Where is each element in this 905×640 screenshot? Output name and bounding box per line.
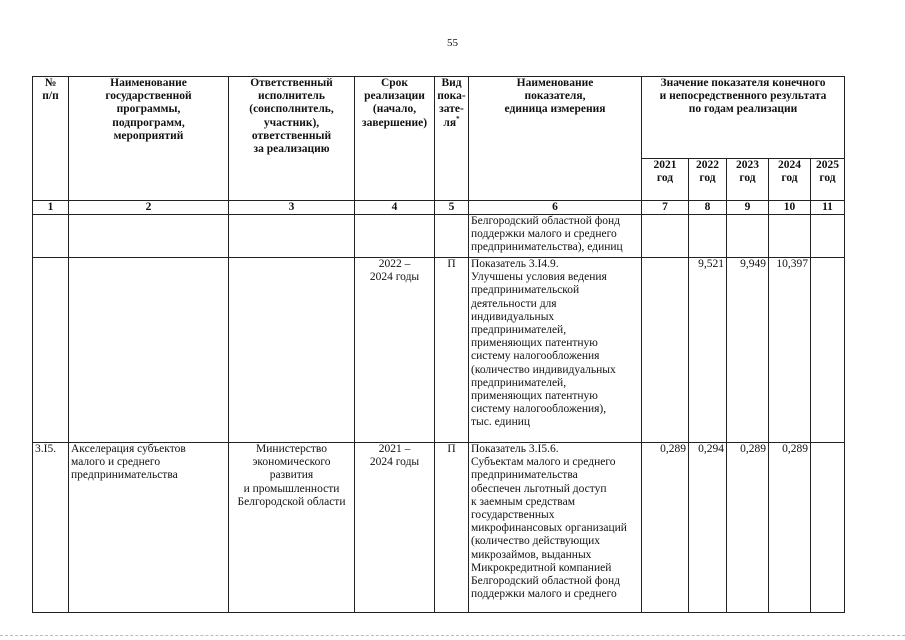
column-number: 6 <box>469 201 642 215</box>
row-term: 2022 – 2024 годы <box>355 258 435 443</box>
row-value-2023: 0,289 <box>727 443 769 613</box>
row-value-2021 <box>642 258 689 443</box>
row-number: 3.I5. <box>33 443 69 613</box>
row-value-2022 <box>689 215 727 258</box>
column-number: 10 <box>769 201 811 215</box>
row-number <box>33 215 69 258</box>
row-indicator: Показатель 3.I4.9. Улучшены условия ведения предпринимательской деятельности для индивидуальных предпринимателей, применяющих патентную систему налогообложения (количество индивидуальных предпринимателей, применяющих патентную систему налогообложения), тыс. единиц <box>469 258 642 443</box>
table-row <box>33 215 845 258</box>
row-name: Акселерация субъектов малого и среднего предпринимательства <box>69 443 229 613</box>
row-name <box>69 258 229 443</box>
row-value-2024: 0,289 <box>769 443 811 613</box>
table-row <box>33 258 845 443</box>
scan-edge-line <box>0 635 905 636</box>
row-term <box>355 215 435 258</box>
column-number: 1 <box>33 201 69 215</box>
row-value-2024 <box>769 215 811 258</box>
row-executor: Министерство экономического развития и промышленности Белгородской области <box>229 443 355 613</box>
row-value-2021 <box>642 215 689 258</box>
row-term: 2021 – 2024 годы <box>355 443 435 613</box>
column-number: 2 <box>69 201 229 215</box>
header-indicator-type: Вид пока- зате- ля* <box>435 77 469 201</box>
header-year-2024: 2024 год <box>769 159 811 201</box>
column-numbers-row <box>33 201 845 215</box>
header-program-name: Наименование государственной программы, подпрограмм, мероприятий <box>69 77 229 201</box>
header-indicator-name: Наименование показателя, единица измерения <box>469 77 642 201</box>
row-type <box>435 215 469 258</box>
header-executor: Ответственный исполнитель (соисполнитель, участник), ответственный за реализацию <box>229 77 355 201</box>
header-values-group: Значение показателя конечного и непосредственного результата по годам реализации <box>642 77 845 159</box>
row-value-2022: 9,521 <box>689 258 727 443</box>
row-value-2025 <box>811 215 845 258</box>
row-value-2025 <box>811 443 845 613</box>
footnote-mark: * <box>456 114 460 123</box>
header-year-2023: 2023 год <box>727 159 769 201</box>
column-number: 7 <box>642 201 689 215</box>
column-number: 5 <box>435 201 469 215</box>
row-type: П <box>435 258 469 443</box>
column-number: 4 <box>355 201 435 215</box>
header-year-2021: 2021 год <box>642 159 689 201</box>
row-value-2025 <box>811 258 845 443</box>
page-number: 55 <box>447 37 458 49</box>
header-year-2022: 2022 год <box>689 159 727 201</box>
header-year-2025: 2025 год <box>811 159 845 201</box>
header-term: Срок реализации (начало, завершение) <box>355 77 435 201</box>
row-indicator: Белгородский областной фонд поддержки малого и среднего предпринимательства), единиц <box>469 215 642 258</box>
row-value-2023: 9,949 <box>727 258 769 443</box>
row-number <box>33 258 69 443</box>
column-number: 11 <box>811 201 845 215</box>
row-type: П <box>435 443 469 613</box>
column-number: 9 <box>727 201 769 215</box>
row-value-2022: 0,294 <box>689 443 727 613</box>
row-value-2023 <box>727 215 769 258</box>
header-num: № п/п <box>33 77 69 201</box>
row-name <box>69 215 229 258</box>
table-row <box>33 443 845 613</box>
row-value-2021: 0,289 <box>642 443 689 613</box>
row-executor <box>229 258 355 443</box>
row-executor <box>229 215 355 258</box>
row-indicator: Показатель 3.I5.6. Субъектам малого и среднего предпринимательства обеспечен льготный доступ к заемным средствам государственных микрофинансовых организаций (количество действующих микрозаймов, выданных Микрокредитной компанией Белгородский областной фонд поддержки малого и среднего <box>469 443 642 613</box>
row-value-2024: 10,397 <box>769 258 811 443</box>
column-number: 3 <box>229 201 355 215</box>
column-number: 8 <box>689 201 727 215</box>
indicators-table <box>32 76 845 613</box>
